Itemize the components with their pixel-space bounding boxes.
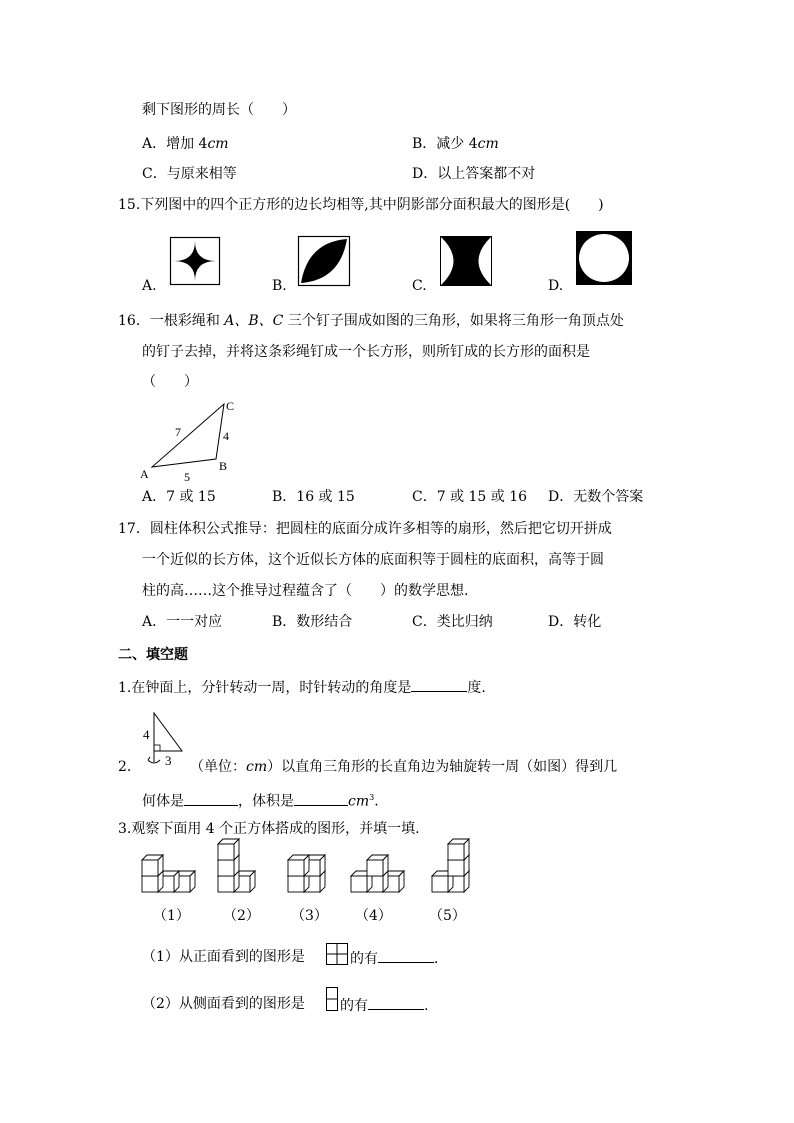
fill-q2-line1-text: （单位：cm）以直角三角形的长直角边为轴旋转一周（如图）得到几 <box>190 759 618 775</box>
q16-option-c: C．7 或 15 或 16 <box>412 489 528 505</box>
cube-figure-5 <box>432 846 472 896</box>
fill-q3-sub2-blank[interactable] <box>368 995 424 1010</box>
q16-side-bc: 4 <box>223 429 229 443</box>
q14-option-a: A．增加 4cm <box>142 136 229 152</box>
cube-figure-1 <box>142 855 195 892</box>
q15-text: 15.下列图中的四个正方形的边长均相等,其中阴影部分面积最大的图形是( ) <box>118 197 604 213</box>
front-view-grid-icon <box>326 943 348 965</box>
section-title: 二、填空题 <box>118 647 188 663</box>
fill-q3-sub1-tail: 的有 . <box>350 948 438 968</box>
cube-label-3: （3） <box>291 908 328 924</box>
q17-line3: 柱的高……这个推导过程蕴含了（ ）的数学思想. <box>142 583 469 599</box>
cube-figure-4 <box>351 855 404 892</box>
q17-option-a: A．一一对应 <box>142 614 223 630</box>
q16-option-a: A．7 或 15 <box>142 489 216 505</box>
fill-q2-radius-label: 3 <box>165 753 172 768</box>
fill-q2-height-label: 4 <box>143 727 150 742</box>
q15-figure-a <box>170 237 220 285</box>
fill-q3-cube-figures <box>140 844 410 896</box>
q17-line1: 17．圆柱体积公式推导：把圆柱的底面分成许多相等的扇形，然后把它切开拼成 <box>118 521 612 537</box>
cube-label-1: （1） <box>153 908 190 924</box>
fill-q3-sub1-blank[interactable] <box>378 948 434 963</box>
q16-line2: 的钉子去掉，并将这条彩绳钉成一个长方形，则所钉成的长方形的面积是 <box>142 344 590 360</box>
q15-label-d: D. <box>548 278 564 294</box>
fill-q1-blank[interactable] <box>411 677 467 692</box>
q15-label-b: B. <box>272 278 287 294</box>
cube-figure-2 <box>218 839 255 892</box>
cube-label-4: （4） <box>355 908 392 924</box>
q16-side-ab: 5 <box>184 470 190 484</box>
fill-q2-line2: 何体是 ，体积是 $cm^3$. <box>142 789 379 811</box>
fill-q3-sub1: （1）从正面看到的图形是 <box>142 949 305 965</box>
q15-figure-b <box>298 236 350 286</box>
q16-side-ac: 7 <box>175 425 181 439</box>
q16-vertex-c: C <box>226 399 235 413</box>
q16-vertex-a: A <box>140 467 149 481</box>
q15-figure-d <box>576 231 632 285</box>
q16-line3: （ ） <box>142 374 198 390</box>
cube-label-2: （2） <box>223 908 260 924</box>
q15-label-a: A. <box>142 278 157 294</box>
q17-option-c: C．类比归纳 <box>412 614 493 630</box>
side-view-grid-icon <box>326 987 338 1011</box>
q17-option-d: D．转化 <box>548 614 602 630</box>
fill-q3-sub2: （2）从侧面看到的图形是 <box>142 996 305 1012</box>
fill-q2-line1: 2. <box>118 759 132 775</box>
q14-option-b: B．减少 4cm <box>412 136 499 152</box>
q14-continuation: 剩下图形的周长（ ） <box>142 102 296 118</box>
fill-q2-blank-volume[interactable] <box>294 791 348 806</box>
q16-vertex-b: B <box>219 459 228 473</box>
cube-figure-3 <box>288 855 325 892</box>
q16-option-d: D．无数个答案 <box>548 489 644 505</box>
q14-option-c: C．与原来相等 <box>142 166 237 182</box>
q14-option-d: D．以上答案都不对 <box>412 166 536 182</box>
q16-line1: 16．一根彩绳和 A、B、C 三个钉子围成如图的三角形，如果将三角形一角顶点处 <box>118 313 624 329</box>
q15-figure-c <box>440 236 492 286</box>
q17-line2: 一个近似的长方体，这个近似长方体的底面积等于圆柱的底面积，高等于圆 <box>142 552 604 568</box>
q15-label-c: C. <box>412 278 427 294</box>
fill-q3-sub2-tail: 的有 . <box>340 995 428 1015</box>
q16-option-b: B．16 或 15 <box>272 489 355 505</box>
fill-q3-text: 3.观察下面用 4 个正方体搭成的图形，并填一填. <box>118 821 420 837</box>
fill-q2-blank-solid[interactable] <box>184 791 238 806</box>
q17-option-b: B．数形结合 <box>272 614 353 630</box>
fill-q1: 1.在钟面上，分针转动一周，时针转动的角度是 度. <box>118 677 486 697</box>
cube-label-5: （5） <box>429 908 466 924</box>
